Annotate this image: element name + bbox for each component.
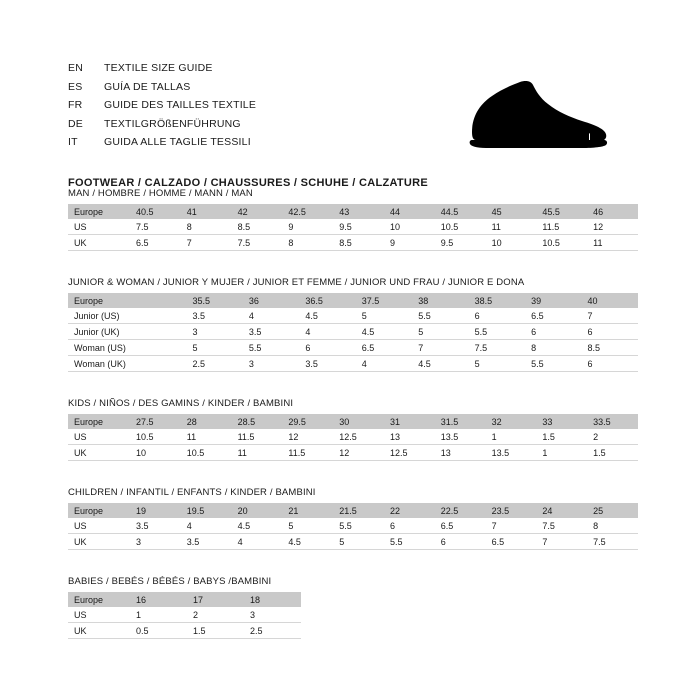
column-header-cell: 31: [384, 414, 435, 429]
language-title: TEXTILE SIZE GUIDE: [104, 62, 213, 74]
column-header-cell: 32: [486, 414, 537, 429]
size-cell: 5: [282, 518, 333, 534]
language-code: EN: [68, 62, 83, 74]
column-header-cell: 33.5: [587, 414, 638, 429]
size-cell: 7.5: [536, 518, 587, 534]
row-label: Woman (UK): [68, 356, 130, 372]
size-cell: 0.5: [130, 623, 187, 639]
size-cell: 11: [587, 235, 638, 251]
size-cell: 11.5: [536, 219, 587, 235]
column-header-cell: 37.5: [356, 293, 412, 308]
size-block: [68, 277, 638, 372]
size-cell: 4.5: [232, 518, 283, 534]
table-row: [68, 445, 638, 461]
column-header-cell: 28: [181, 414, 232, 429]
size-block: [68, 487, 638, 550]
size-cell: 1: [536, 445, 587, 461]
table-row: [68, 429, 638, 445]
size-cell: 6.5: [356, 340, 412, 356]
table-row: [68, 235, 638, 251]
size-cell: 5: [356, 308, 412, 324]
size-cell: 3: [186, 324, 242, 340]
size-cell: 4: [356, 356, 412, 372]
size-cell: 12: [587, 219, 638, 235]
table-row: [68, 324, 638, 340]
column-header-cell: 22.5: [435, 503, 486, 518]
column-header-cell: 36: [243, 293, 299, 308]
table-header-row: [68, 592, 301, 607]
row-label: Junior (US): [68, 308, 130, 324]
size-cell: 8.5: [333, 235, 384, 251]
size-cell: 3.5: [299, 356, 355, 372]
column-header-cell: 42.5: [282, 204, 333, 219]
column-header-cell: 30: [333, 414, 384, 429]
table-row: [68, 356, 638, 372]
column-header-cell: 19.5: [181, 503, 232, 518]
table-header-row: [68, 503, 638, 518]
size-cell: 4.5: [282, 534, 333, 550]
row-label: UK: [68, 623, 130, 639]
size-cell: 5.5: [469, 324, 525, 340]
size-block-title: KIDS / NIÑOS / DES GAMINS / KINDER / BAMBINI: [68, 398, 294, 409]
size-cell: 9: [282, 219, 333, 235]
size-cell: 4: [181, 518, 232, 534]
size-cell: 6: [384, 518, 435, 534]
size-block-title: JUNIOR & WOMAN / JUNIOR Y MUJER / JUNIOR ET FEMME / JUNIOR UND FRAU / JUNIOR E DONA: [68, 277, 525, 288]
column-header-cell: 40: [582, 293, 639, 308]
size-cell: 10: [384, 219, 435, 235]
size-cell: 11: [232, 445, 283, 461]
column-header-cell: 33: [536, 414, 587, 429]
dress-shoe-icon: [414, 76, 614, 154]
language-title: GUIDA ALLE TAGLIE TESSILI: [104, 136, 251, 148]
size-cell: 6.5: [435, 518, 486, 534]
row-label: Europe: [68, 293, 130, 308]
page-title: FOOTWEAR / CALZADO / CHAUSSURES / SCHUHE / CALZATURE: [68, 176, 429, 189]
column-header-cell: 44.5: [435, 204, 486, 219]
size-cell: 3.5: [130, 518, 181, 534]
size-cell: 5.5: [412, 308, 468, 324]
size-table: [68, 503, 638, 550]
size-cell: 12: [333, 445, 384, 461]
row-label: Europe: [68, 204, 130, 219]
size-cell: 5: [186, 340, 242, 356]
size-cell: 6: [299, 340, 355, 356]
column-header-cell: 17: [187, 592, 244, 607]
size-cell: 1.5: [587, 445, 638, 461]
size-block: [68, 398, 638, 461]
size-cell: 12.5: [333, 429, 384, 445]
size-cell: 13.5: [486, 445, 537, 461]
size-cell: 1.5: [187, 623, 244, 639]
size-cell: 7: [582, 308, 639, 324]
size-cell: 3.5: [243, 324, 299, 340]
size-cell: 4.5: [299, 308, 355, 324]
size-cell: 12.5: [384, 445, 435, 461]
column-header-cell: 24: [536, 503, 587, 518]
table-row: [68, 340, 638, 356]
row-label: Europe: [68, 503, 130, 518]
size-cell: 3: [244, 607, 301, 623]
size-cell: 10.5: [130, 429, 181, 445]
column-header-cell: 28.5: [232, 414, 283, 429]
size-cell: [130, 308, 186, 324]
size-cell: 7: [181, 235, 232, 251]
size-table: [68, 592, 301, 639]
row-label: US: [68, 607, 130, 623]
size-cell: 5: [412, 324, 468, 340]
size-cell: 4: [232, 534, 283, 550]
column-header-cell: 38.5: [469, 293, 525, 308]
language-title: GUIDE DES TAILLES TEXTILE: [104, 99, 257, 111]
size-cell: 13: [435, 445, 486, 461]
size-cell: 7.5: [587, 534, 638, 550]
size-cell: 1.5: [536, 429, 587, 445]
size-table: [68, 414, 638, 461]
size-cell: 11.5: [232, 429, 283, 445]
size-cell: 7: [412, 340, 468, 356]
size-block-title: CHILDREN / INFANTIL / ENFANTS / KINDER / BAMBINI: [68, 487, 316, 498]
size-cell: 12: [282, 429, 333, 445]
size-cell: 11: [181, 429, 232, 445]
size-cell: 8: [282, 235, 333, 251]
language-code: IT: [68, 136, 78, 148]
size-cell: 7.5: [130, 219, 181, 235]
size-cell: 11: [486, 219, 537, 235]
size-cell: [130, 340, 186, 356]
row-label: Europe: [68, 592, 130, 607]
row-label: Junior (UK): [68, 324, 130, 340]
column-header-cell: 21: [282, 503, 333, 518]
row-label: US: [68, 429, 130, 445]
size-cell: 6: [582, 356, 639, 372]
column-header-cell: 45.5: [536, 204, 587, 219]
size-cell: 6.5: [525, 308, 581, 324]
size-cell: 2.5: [186, 356, 242, 372]
size-cell: 9.5: [333, 219, 384, 235]
size-cell: 13: [384, 429, 435, 445]
size-cell: 2: [587, 429, 638, 445]
column-header-cell: 39: [525, 293, 581, 308]
size-cell: 11.5: [282, 445, 333, 461]
size-cell: 4: [243, 308, 299, 324]
column-header-cell: 21.5: [333, 503, 384, 518]
table-header-row: [68, 414, 638, 429]
size-table: [68, 204, 638, 251]
size-cell: 3.5: [186, 308, 242, 324]
size-cell: 3.5: [181, 534, 232, 550]
size-cell: 8: [181, 219, 232, 235]
size-cell: 7.5: [469, 340, 525, 356]
size-cell: 7.5: [232, 235, 283, 251]
size-cell: 7: [536, 534, 587, 550]
column-header-cell: 18: [244, 592, 301, 607]
table-row: [68, 534, 638, 550]
size-cell: [130, 324, 186, 340]
column-header-cell: 19: [130, 503, 181, 518]
language-title: GUÍA DE TALLAS: [104, 80, 191, 93]
column-header-cell: 41: [181, 204, 232, 219]
size-cell: 6: [582, 324, 639, 340]
size-cell: 10.5: [435, 219, 486, 235]
size-cell: 10: [486, 235, 537, 251]
size-cell: 5: [333, 534, 384, 550]
page-header: [68, 62, 638, 189]
size-cell: 7: [486, 518, 537, 534]
row-label: US: [68, 219, 130, 235]
column-header-cell: 20: [232, 503, 283, 518]
size-block: [68, 188, 638, 251]
size-cell: 5: [469, 356, 525, 372]
size-cell: 8: [587, 518, 638, 534]
size-cell: [130, 356, 186, 372]
size-block-title: BABIES / BEBÉS / BÉBÉS / BABYS /BAMBINI: [68, 576, 272, 587]
column-header-cell: 27.5: [130, 414, 181, 429]
row-label: UK: [68, 534, 130, 550]
column-header-cell: 40.5: [130, 204, 181, 219]
size-cell: 13.5: [435, 429, 486, 445]
column-header-cell: [130, 293, 186, 308]
table-row: [68, 607, 301, 623]
size-cell: 8.5: [582, 340, 639, 356]
column-header-cell: 35.5: [186, 293, 242, 308]
column-header-cell: 36.5: [299, 293, 355, 308]
row-label: US: [68, 518, 130, 534]
size-cell: 9: [384, 235, 435, 251]
size-table: [68, 293, 638, 372]
column-header-cell: 16: [130, 592, 187, 607]
size-cell: 10.5: [181, 445, 232, 461]
column-header-cell: 42: [232, 204, 283, 219]
column-header-cell: 46: [587, 204, 638, 219]
size-cell: 4.5: [412, 356, 468, 372]
size-cell: 6.5: [130, 235, 181, 251]
column-header-cell: 23.5: [486, 503, 537, 518]
row-label: UK: [68, 235, 130, 251]
table-header-row: [68, 293, 638, 308]
size-cell: 8.5: [232, 219, 283, 235]
column-header-cell: 29.5: [282, 414, 333, 429]
language-code: FR: [68, 99, 83, 111]
size-block-title: MAN / HOMBRE / HOMME / MANN / MAN: [68, 188, 253, 199]
column-header-cell: 44: [384, 204, 435, 219]
column-header-cell: 45: [486, 204, 537, 219]
size-cell: 6: [525, 324, 581, 340]
size-cell: 2.5: [244, 623, 301, 639]
size-cell: 10: [130, 445, 181, 461]
size-cell: 4: [299, 324, 355, 340]
column-header-cell: 43: [333, 204, 384, 219]
column-header-cell: 25: [587, 503, 638, 518]
row-label: Woman (US): [68, 340, 130, 356]
size-cell: 4.5: [356, 324, 412, 340]
table-row: [68, 623, 301, 639]
size-cell: 1: [130, 607, 187, 623]
size-cell: 5.5: [243, 340, 299, 356]
column-header-cell: 22: [384, 503, 435, 518]
size-cell: 8: [525, 340, 581, 356]
language-code: ES: [68, 80, 83, 93]
size-cell: 10.5: [536, 235, 587, 251]
size-cell: 3: [130, 534, 181, 550]
size-cell: 6: [469, 308, 525, 324]
row-label: UK: [68, 445, 130, 461]
size-cell: 6.5: [486, 534, 537, 550]
table-header-row: [68, 204, 638, 219]
column-header-cell: 38: [412, 293, 468, 308]
size-block: [68, 576, 638, 639]
table-row: [68, 308, 638, 324]
language-title: TEXTILGRÖßENFÜHRUNG: [104, 117, 241, 130]
size-cell: 5.5: [333, 518, 384, 534]
table-row: [68, 518, 638, 534]
row-label: Europe: [68, 414, 130, 429]
size-tables-container: [68, 188, 638, 639]
size-cell: 3: [243, 356, 299, 372]
size-cell: 2: [187, 607, 244, 623]
language-code: DE: [68, 117, 83, 130]
size-cell: 5.5: [384, 534, 435, 550]
table-row: [68, 219, 638, 235]
size-cell: 5.5: [525, 356, 581, 372]
column-header-cell: 31.5: [435, 414, 486, 429]
size-cell: 9.5: [435, 235, 486, 251]
size-cell: 1: [486, 429, 537, 445]
size-cell: 6: [435, 534, 486, 550]
